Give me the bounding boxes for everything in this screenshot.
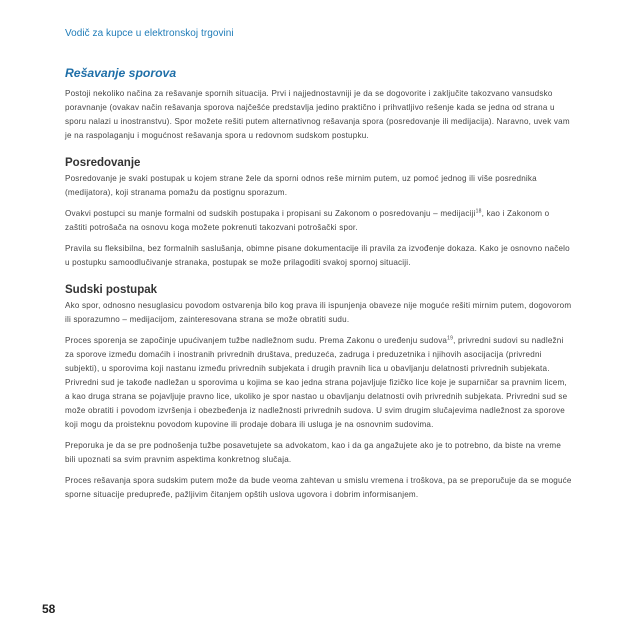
spacer <box>65 432 572 439</box>
page-content <box>65 66 572 502</box>
page-number: 58 <box>42 602 56 616</box>
posredovanje-paragraph-1: Posredovanje je svaki postupak u kojem strane žele da sporni odnos reše mirnim putem, uz pomoć jednog ili više posrednika (medijatora), koji stranama pomažu da postignu sporazum. <box>65 174 537 197</box>
intro-paragraph: Postoji nekoliko načina za rešavanje spornih situacija. Prvi i najjednostavniji je da se dogovorite i zaključite takozvano vansudsko poravnanje (ovakav način rešavanja sporova najčešće predstavlja jedino praktično i prihvatljivo rešenje kada se jedna od strana u sporu nalazi u inostranstvu). Spor možete rešiti putem alternativnog rešavanja spora (posredovanje ili medijacija). Naravno, uvek vam je na raspolaganju i mogućnost rešavanja spora u redovnom sudskom postupku. <box>65 89 570 140</box>
running-header: Vodič za kupce u elektronskoj trgovini <box>65 28 234 39</box>
subtitle-sudski-postupak: Sudski postupak <box>65 284 158 296</box>
spacer <box>65 270 572 283</box>
sudski-paragraph-2-text-b: , privredni sudovi su nadležni za sporove između domaćih i inostranih privrednih društava, preduzeća, zadruga i preduzetnika i njihovih asocijacija (privredni subjekti), u sporovima koji nastanu između privrednih subjekata i drugih pravnih lica u obavljanju delatnosti privrednih subjekata. Privredni sud je takođe nadležan u sporovima u kojima se kao jedna strana pojavljuje fizičko lice koje je suparničar sa pravnim licem, a kao druga strana se pojavljuje pravno lice, ukoliko je spor nastao u obavljanju delatnosti ovih privrednih subjekata. Privredni sud se može obratiti i povodom izvršenja i obezbeđenja iz nadležnosti privrednih sudova. U svim drugim slučajevima nadležnost za sporove koji mogu da proisteknu povodom kupovine ili prodaje dobara ili usluga je na osnovnim sudovima. <box>65 336 568 429</box>
posredovanje-paragraph-3: Pravila su fleksibilna, bez formalnih saslušanja, obimne pisane dokumentacije ili pravila za izvođenje dokaza. Kako je osnovno načelo u postupku samoodlučivanje stranaka, postupak se može prilagoditi svakoj spornoj situaciji. <box>65 244 570 267</box>
spacer <box>65 327 572 334</box>
posredovanje-paragraph-2 <box>65 207 572 235</box>
sudski-paragraph-1: Ako spor, odnosno nesuglasicu povodom ostvarenja bilo kog prava ili ispunjenja obaveze nije moguće rešiti mirnim putem, dogovorom ili sporazumno – medijacijom, zainteresovana strana se može obratiti sudu. <box>65 301 572 324</box>
footnote-ref-19: 19 <box>447 335 454 342</box>
posredovanje-paragraph-2-text-b: , kao i Zakonom o zaštiti potrošača na osnovu koga možete pokrenuti takozvani potrošački spor. <box>65 209 550 232</box>
sudski-paragraph-2 <box>65 334 572 432</box>
section-title: Rešavanje sporova <box>65 66 177 80</box>
spacer <box>65 235 572 242</box>
footnote-ref-18: 18 <box>475 208 482 215</box>
sudski-paragraph-3: Preporuka je da se pre podnošenja tužbe posavetujete sa advokatom, kao i da ga angažujete ako je to potrebno, da biste na vreme bili upoznati sa svim pravnim aspektima konkretnog slučaja. <box>65 441 562 464</box>
spacer <box>65 143 572 156</box>
spacer <box>65 467 572 474</box>
spacer <box>65 200 572 207</box>
sudski-paragraph-4: Proces rešavanja spora sudskim putem može da bude veoma zahtevan u smislu vremena i troškova, pa se preporučuje da se moguće sporne situacije predupređe, pažljivim čitanjem opštih uslova ugovora i dobrim informisanjem. <box>65 476 572 499</box>
subtitle-posredovanje: Posredovanje <box>65 157 141 169</box>
posredovanje-paragraph-2-text-a: Ovakvi postupci su manje formalni od sudskih postupaka i propisani su Zakonom o posredovanju – medijaciji <box>65 209 476 218</box>
sudski-paragraph-2-text-a: Proces sporenja se započinje upućivanjem tužbe nadležnom sudu. Prema Zakonu o uređenju sudova <box>65 336 448 345</box>
